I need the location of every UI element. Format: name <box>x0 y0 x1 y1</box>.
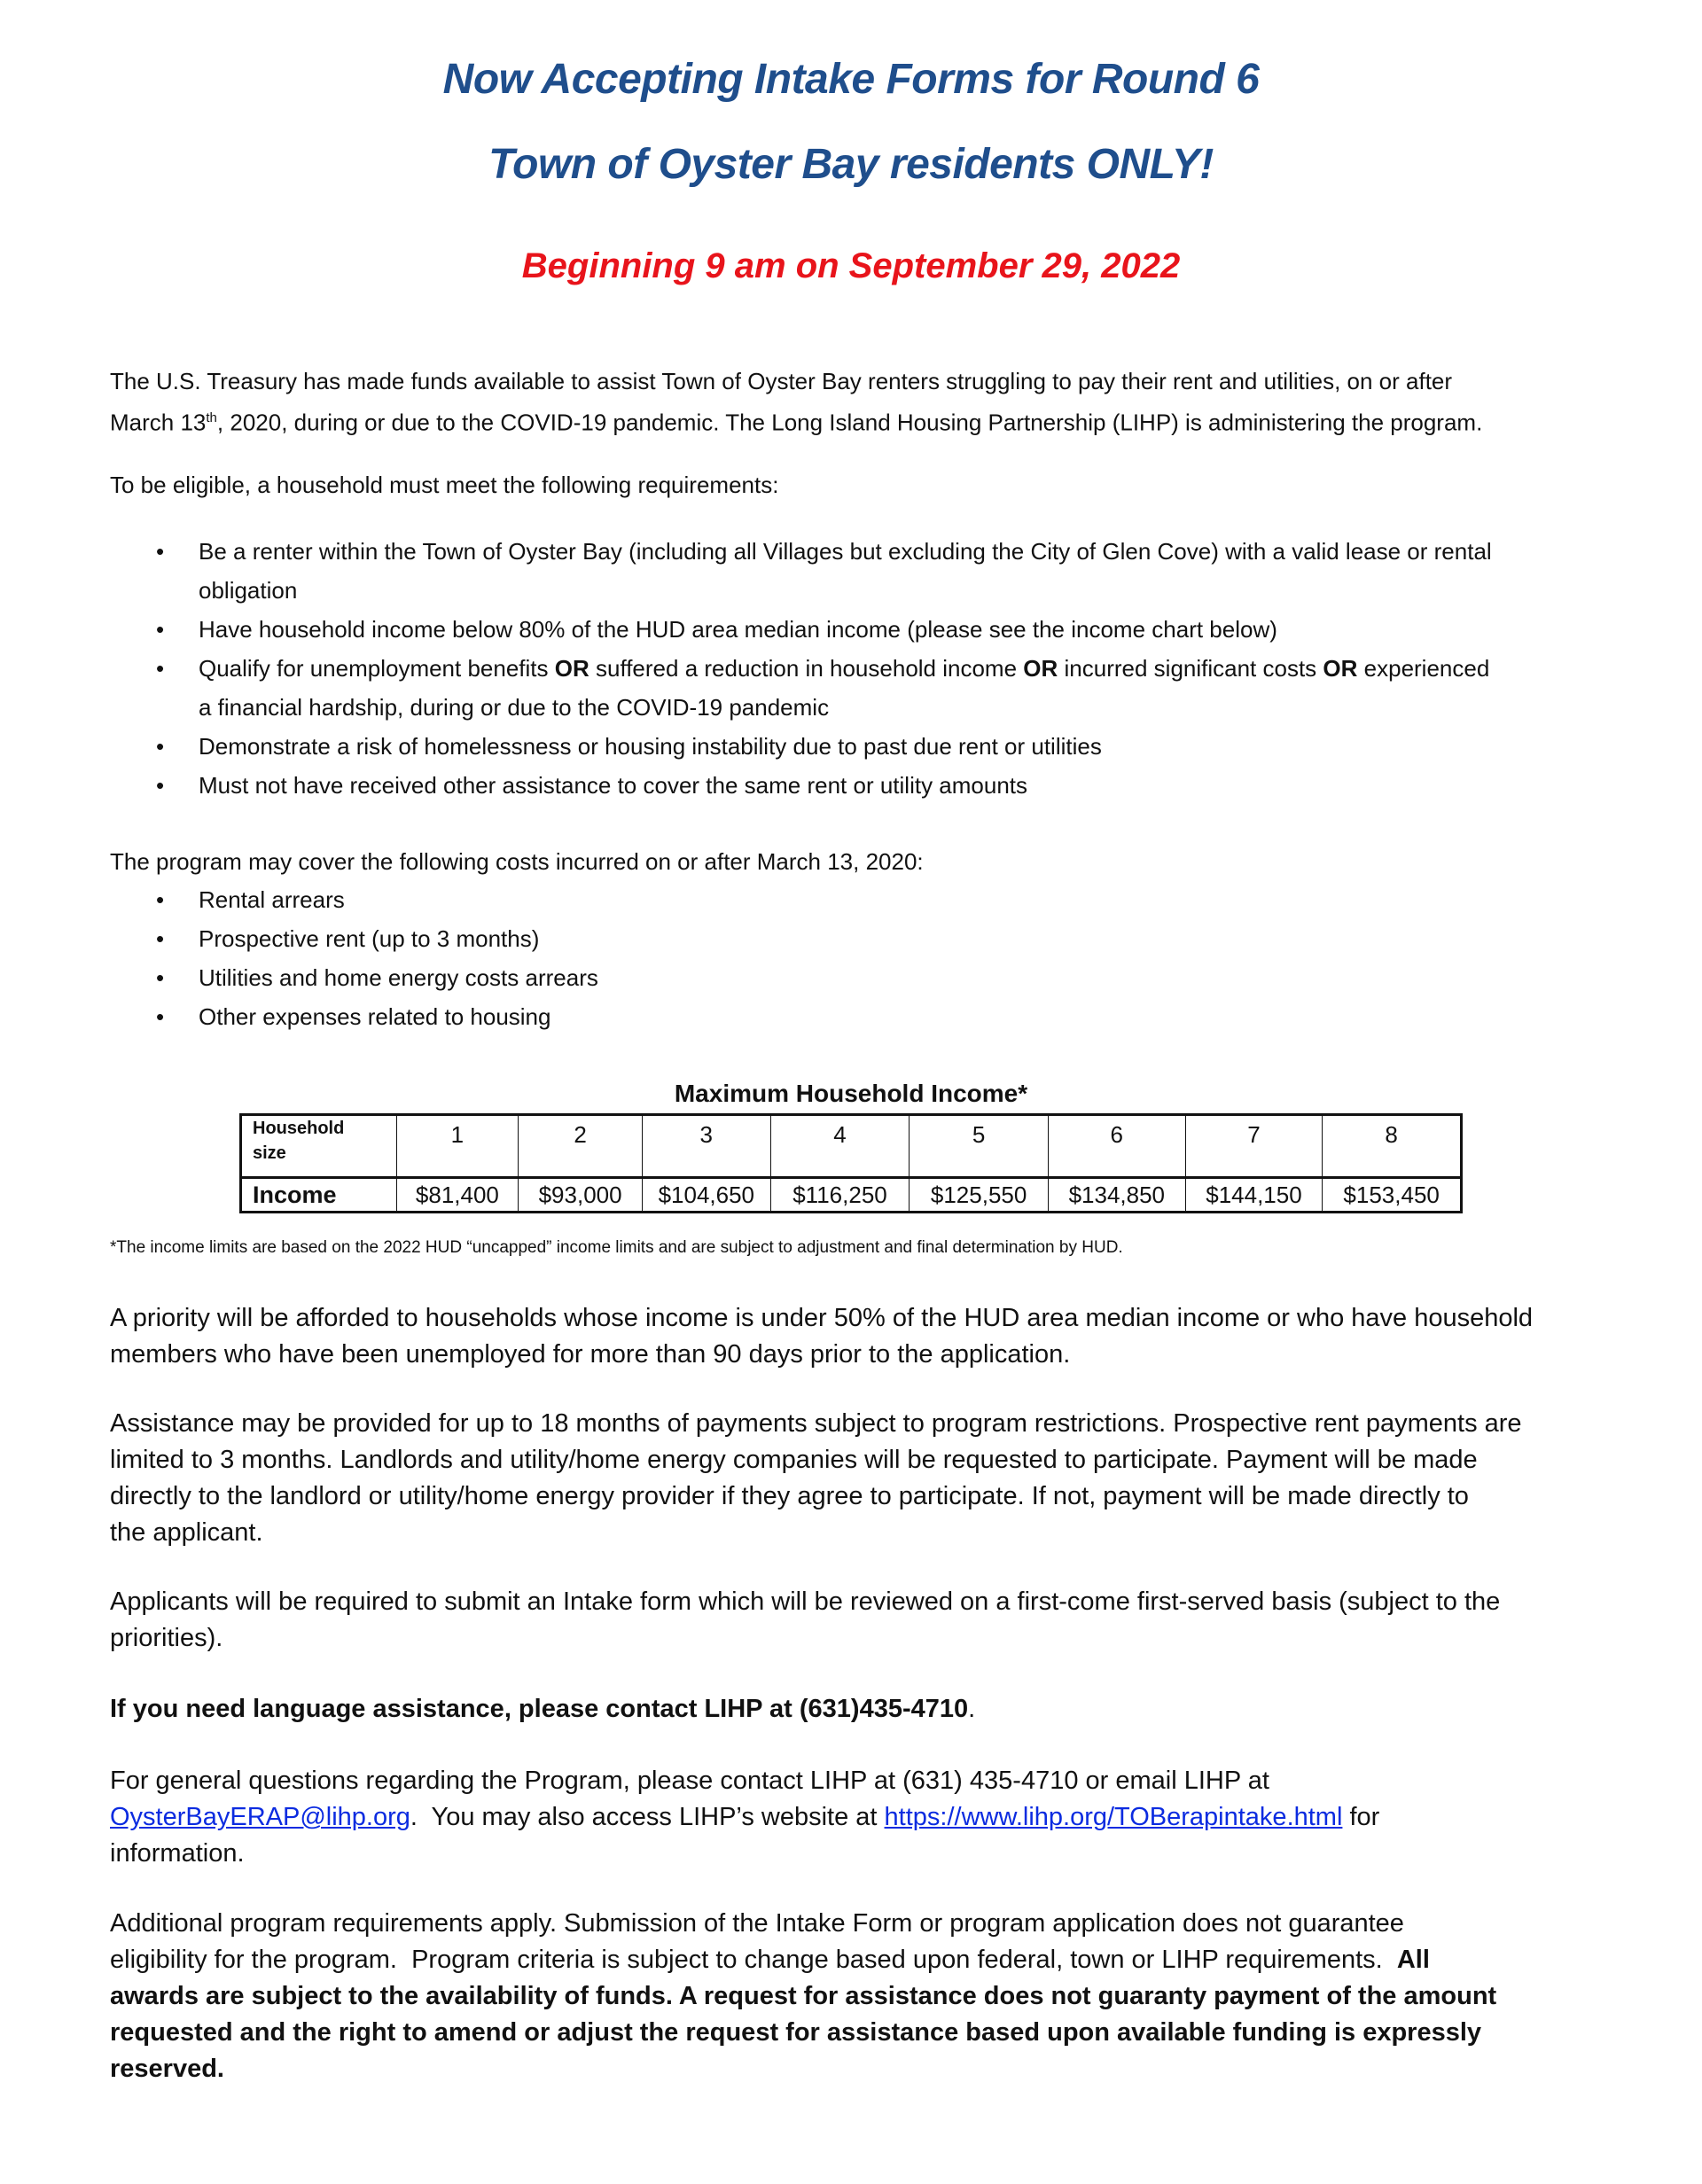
table-cell: $93,000 <box>519 1178 643 1213</box>
table-row <box>241 1178 1462 1213</box>
paragraph-line: priorities). <box>110 1624 223 1652</box>
paragraph-line <box>110 1799 1599 1836</box>
table-cell: 7 <box>1185 1115 1323 1178</box>
bullet-icon: • <box>156 733 165 760</box>
website-link[interactable]: https://www.lihp.org/TOBerapintake.html <box>884 1803 1343 1831</box>
bullet-icon: • <box>156 886 165 913</box>
disclaimer-paragraph <box>110 1906 1599 2087</box>
paragraph-line: reserved. <box>110 2055 224 2083</box>
paragraph-text: . You may also access LIHP’s website at <box>410 1803 885 1831</box>
paragraph-line: awards are subject to the availability of funds. A request for assistance does not guaranty payment of the amount <box>110 1982 1497 2010</box>
table-cell: $81,400 <box>396 1178 519 1213</box>
item-text: experienced <box>1357 655 1490 682</box>
household-size-header <box>241 1115 397 1178</box>
item-text: Qualify for unemployment benefits <box>199 655 555 682</box>
paragraph-line: directly to the landlord or utility/home energy provider if they agree to participate. If not, payment will be made directly to <box>110 1482 1469 1510</box>
paragraph-line: Assistance may be provided for up to 18 months of payments subject to program restrictions. Prospective rent payments are <box>110 1409 1522 1438</box>
language-assistance <box>110 1691 1599 1728</box>
title-round-6: Now Accepting Intake Forms for Round 6 <box>442 56 1260 103</box>
bullet-icon: • <box>156 616 165 643</box>
item-text: Be a renter within the Town of Oyster Bay (including all Villages but excluding the City of Glen Cove) with a valid lease or rental <box>199 538 1492 565</box>
item-text: incurred significant costs <box>1058 655 1323 682</box>
paragraph-line: information. <box>110 1839 245 1868</box>
list-item <box>110 532 1617 610</box>
table-cell: 2 <box>519 1115 643 1178</box>
item-text: Rental arrears <box>199 886 345 913</box>
paragraph-line: the applicant. <box>110 1518 263 1547</box>
item-text: a financial hardship, during or due to the COVID-19 pandemic <box>199 694 830 721</box>
list-item <box>110 649 1617 727</box>
bullet-icon: • <box>156 538 165 565</box>
paragraph-line: limited to 3 months. Landlords and utility/home energy companies will be requested to participate. Payment will be made <box>110 1446 1478 1474</box>
bullet-icon: • <box>156 964 165 991</box>
costs-lead: The program may cover the following costs incurred on or after March 13, 2020: <box>110 848 924 875</box>
table-cell: $134,850 <box>1048 1178 1185 1213</box>
item-text: suffered a reduction in household income <box>589 655 1024 682</box>
income-footnote: *The income limits are based on the 2022 HUD “uncapped” income limits and are subject to adjustment and final determination by HUD. <box>110 1238 1123 1257</box>
paragraph-line: Additional program requirements apply. Submission of the Intake Form or program application does not guarantee <box>110 1909 1404 1938</box>
list-item <box>110 610 1617 649</box>
contact-paragraph <box>110 1763 1599 1872</box>
table-cell: $144,150 <box>1185 1178 1323 1213</box>
paragraph-line <box>110 1942 1599 1978</box>
header-text: Household <box>253 1119 345 1138</box>
item-text: obligation <box>199 577 298 604</box>
item-text: Demonstrate a risk of homelessness or housing instability due to past due rent or utilities <box>199 733 1102 760</box>
table-cell: 8 <box>1323 1115 1462 1178</box>
item-text: Must not have received other assistance to cover the same rent or utility amounts <box>199 772 1028 799</box>
table-cell: $116,250 <box>770 1178 910 1213</box>
bullet-icon: • <box>156 772 165 799</box>
bullet-icon: • <box>156 925 165 952</box>
or-emphasis: OR <box>554 655 589 682</box>
table-cell: 6 <box>1048 1115 1185 1178</box>
paragraph-text-bold: All <box>1396 1946 1430 1974</box>
header-text: size <box>253 1143 286 1163</box>
paragraph-line: requested and the right to amend or adjust the request for assistance based upon available funding is expressly <box>110 2018 1482 2047</box>
language-assistance-text: If you need language assistance, please contact LIHP at (631)435-4710 <box>110 1695 969 1723</box>
intro-line-2-text: , 2020, during or due to the COVID-19 pandemic. The Long Island Housing Partnership (LIHP) is administering the program. <box>216 409 1483 436</box>
table-cell: $104,650 <box>642 1178 770 1213</box>
list-item <box>110 958 1617 997</box>
table-cell: 4 <box>770 1115 910 1178</box>
table-row <box>241 1115 1462 1178</box>
title-residents-only: Town of Oyster Bay residents ONLY! <box>488 141 1214 188</box>
table-cell: 1 <box>396 1115 519 1178</box>
item-text: Have household income below 80% of the HUD area median income (please see the income chart below) <box>199 616 1277 643</box>
table-cell: 3 <box>642 1115 770 1178</box>
or-emphasis: OR <box>1323 655 1358 682</box>
start-date: Beginning 9 am on September 29, 2022 <box>521 246 1181 285</box>
eligibility-list <box>110 532 1617 805</box>
item-text: Prospective rent (up to 3 months) <box>199 925 540 952</box>
paragraph-line: For general questions regarding the Program, please contact LIHP at (631) 435-4710 or email LIHP at <box>110 1767 1269 1795</box>
bullet-icon: • <box>156 1003 165 1030</box>
paragraph-line: members who have been unemployed for more than 90 days prior to the application. <box>110 1340 1071 1369</box>
item-text: Utilities and home energy costs arrears <box>199 964 598 991</box>
intro-paragraph <box>110 363 1599 441</box>
income-header: Income <box>241 1178 397 1213</box>
applicants-paragraph <box>110 1584 1599 1657</box>
assistance-paragraph <box>110 1406 1599 1551</box>
income-table-title: Maximum Household Income* <box>674 1080 1028 1107</box>
email-link[interactable]: OysterBayERAP@lihp.org <box>110 1803 410 1831</box>
list-item <box>110 727 1617 766</box>
costs-list <box>110 880 1617 1036</box>
intro-line-1: The U.S. Treasury has made funds available to assist Town of Oyster Bay renters struggling to pay their rent and utilities, on or after <box>110 368 1453 394</box>
table-cell: 5 <box>910 1115 1049 1178</box>
or-emphasis: OR <box>1023 655 1058 682</box>
eligibility-lead: To be eligible, a household must meet the following requirements: <box>110 472 779 498</box>
paragraph-line: Applicants will be required to submit an Intake form which will be reviewed on a first-come first-served basis (subject to the <box>110 1587 1501 1616</box>
list-item <box>110 766 1617 805</box>
priority-paragraph <box>110 1300 1599 1373</box>
table-cell: $153,450 <box>1323 1178 1462 1213</box>
bullet-icon: • <box>156 655 165 682</box>
item-text: Other expenses related to housing <box>199 1003 551 1030</box>
paragraph-text: eligibility for the program. Program criteria is subject to change based upon federal, town or LIHP requirements. <box>110 1946 1397 1974</box>
list-item <box>110 919 1617 958</box>
intro-line-2 <box>110 400 1599 441</box>
table-cell: $125,550 <box>910 1178 1049 1213</box>
income-table <box>239 1113 1463 1213</box>
intro-date: March 13 <box>110 409 207 436</box>
punctuation: . <box>968 1695 976 1723</box>
ordinal-suffix: th <box>206 410 217 425</box>
list-item <box>110 880 1617 919</box>
paragraph-line: A priority will be afforded to households whose income is under 50% of the HUD area median income or who have household <box>110 1304 1534 1332</box>
paragraph-text: for <box>1342 1803 1380 1831</box>
list-item <box>110 997 1617 1036</box>
